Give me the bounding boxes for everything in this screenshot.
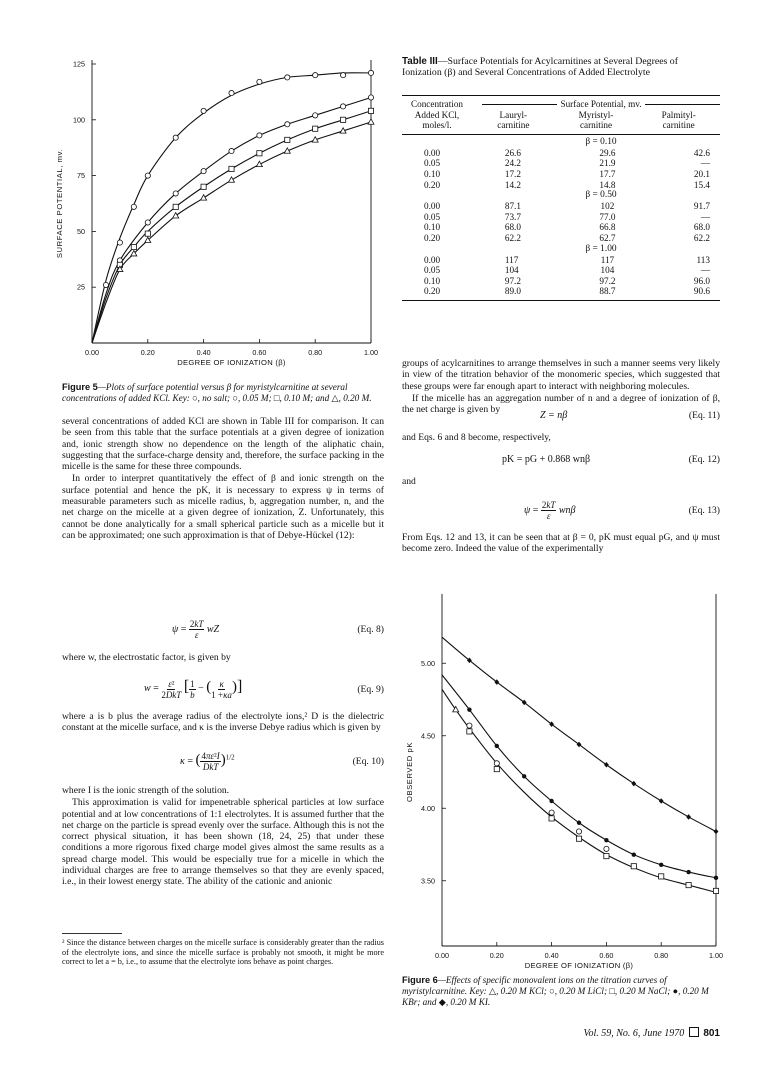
x-tick-label: 0.00 [85,348,99,357]
left-paragraph-3: where w, the electrostatic factor, is given by [62,652,231,663]
data-point-diamond [577,742,582,748]
table3-title-label: Table III [402,56,438,67]
table-cell-concentration: 0.20 [424,232,441,243]
header-line: moles/l. [422,120,452,131]
left-column-text [62,416,384,542]
x-tick-label: 0.40 [196,348,211,357]
table-row [402,265,720,276]
equation-9-formula: w = $\frac{\text{ε²}}{\text{2DkT}}$ [ $\frac{1}{b}$ − ( $\frac{\kappa}{1 +\kappa a}$ )] [144,678,243,700]
left-paragraph-5: where I is the ionic strength of the solution. [62,785,230,796]
series-line [92,97,371,343]
data-point-circle [257,133,262,138]
table-cell-value: 88.7 [599,286,616,297]
header-line: Added KCl, [414,109,460,120]
left-paragraph-2: In order to interpret quantitatively the effect of β and ionic strength on the surface potential and hence the pK, it is necessary to express ψ in terms of measurable parameters such as micelle radius, b, aggregation number, n, and the net charge on the micelle at a given degree of ionization, Z. Unfortunately, this cannot be done analytically for a small spherical particle such as a micelle but it can be approximated; one such approximation is that of Debye-Hückel (12): [62,473,384,541]
table3-section-rows [402,148,720,190]
left-paragraph-6: This approximation is valid for impenetrable spherical particles at low surface potential and at low concentrations of 1:1 electrolytes. It is assumed further that the net charge on the particle is spread evenly over the surface. Although this is not the correct physical situation, it has been shown (18, 24, 25) that under these conditions a more rigorous fixed charge model gives almost the same results as a spread charge model. This would be especially true for a micelle in which the individual charges are free to arrange themselves so that they are evenly spaced, i.e., in their lowest energy state. The ability of the cationic and anionic [62,797,384,888]
header-myristyl [555,110,638,131]
table-cell-value: 73.7 [504,211,521,222]
y-tick-label: 100 [73,115,85,125]
equation-8-formula: ψ = $\frac{2kT}{\varepsilon}$ wZ [172,618,220,640]
data-point-square [368,108,373,113]
right-paragraph-4: and [402,476,416,487]
table3-title-text: —Surface Potentials for Acylcarnitines at Several Degrees of Ionization (β) and Several Concentrations of Added Electrolyte [402,56,678,78]
x-axis-label: DEGREE OF IONIZATION (β) [524,961,634,970]
x-tick-label: 0.60 [599,951,614,960]
y-axis-label: SURFACE POTENTIAL, mv. [55,148,64,259]
table-cell-value: 68.0 [504,222,521,233]
data-point-circle [201,169,206,174]
table-cell-value: 42.6 [693,147,710,158]
table-row [402,148,720,159]
figure6-caption-label: Figure 6 [402,975,438,985]
data-point-dot [495,744,499,748]
data-point-square [713,888,718,893]
data-point-diamond [686,814,691,820]
equation-12-formula: pK = pG + 0.868 wnβ [502,454,591,465]
equation-11-label: (Eq. 11) [688,410,720,421]
footnote-divider [62,933,122,934]
figure5-plot [52,48,384,372]
equation-9-label: (Eq. 9) [357,683,384,695]
header-lauryl [472,110,555,131]
table3-section-label: β = 1.00 [585,243,617,254]
data-point-square [201,184,206,189]
table-cell-value: — [700,158,710,169]
table-cell-value: 87.1 [504,201,521,212]
table3-header-group-label: Surface Potential, mv. [560,99,642,109]
data-point-square [467,729,472,734]
data-point-circle [173,135,178,140]
table-cell-value: 29.6 [599,147,616,158]
equation-10 [62,747,384,775]
equation-10-formula: κ = ( $\frac{\text{4πε²I}}{\text{DkT}}$ )$^{1/2}$ [180,750,235,772]
x-tick-label: 0.80 [654,951,669,960]
data-point-square [145,231,150,236]
page-number: 801 [703,1028,720,1039]
left-paragraph-1: several concentrations of added KCl are shown in Table III for comparison. It can be seen from this table that the surface potentials at a given degree of ionization and, ionic strength show no dependence on the length of the aliphatic chain, suggesting that the surface-charge density and, therefore, the surface packing in the micelle is the same for these three compounds. [62,416,384,473]
table-cell-value: 62.2 [504,232,521,243]
table-cell-concentration: 0.10 [424,168,441,179]
series-line [442,637,716,831]
right-paragraph-2: If the micelle has an aggregation number of n and a degree of ionization of β, the net charge is given by [402,392,720,416]
data-point-circle [368,95,373,100]
table-cell-concentration: 0.20 [424,179,441,190]
data-point-circle [467,723,472,728]
table-cell-concentration: 0.05 [424,211,441,222]
table-cell-value: 104 [504,265,519,276]
table-cell-concentration: 0.10 [424,275,441,286]
table-cell-concentration: 0.05 [424,158,441,169]
data-point-circle [103,282,108,287]
right-paragraph-5: From Eqs. 12 and 13, it can be seen that at β = 0, pK must equal pG, and ψ must become zero. Indeed the value of the experimentally [402,532,720,555]
table-cell-value: 77.0 [599,211,616,222]
data-point-circle [341,104,346,109]
data-point-dot [659,863,663,867]
left-column-text-2 [62,785,384,889]
figure5-caption [62,382,384,404]
data-point-circle [341,73,346,78]
equation-9 [62,675,384,703]
table-row [402,201,720,212]
figure5-svg [52,48,384,372]
data-point-triangle [173,213,179,218]
y-tick-label: 25 [77,282,85,292]
x-tick-label: 1.00 [364,348,378,357]
table-cell-value: — [700,265,710,276]
y-tick-label: 5.00 [421,658,435,668]
data-point-dot [522,774,526,778]
data-point-square [604,854,609,859]
table-row [402,180,720,191]
table-cell-value: 14.8 [599,179,616,190]
data-point-diamond [714,829,719,835]
header-line: Myristyl- [578,109,614,120]
table-cell-value: 68.0 [693,222,710,233]
table-cell-value: 97.2 [504,275,521,286]
data-point-square [285,137,290,142]
footer-box-icon [689,1027,699,1037]
equation-8-label: (Eq. 8) [357,623,384,635]
data-point-circle [313,73,318,78]
x-tick-label: 0.80 [308,348,323,357]
data-point-circle [257,79,262,84]
table3-section-label: β = 0.50 [585,190,617,201]
data-point-diamond [631,781,636,787]
equation-12 [402,454,720,465]
table-cell-value: 20.1 [693,168,710,179]
table3-header-columns [472,110,720,131]
equation-13 [402,497,720,523]
table-cell-concentration: 0.10 [424,222,441,233]
table-row [402,222,720,233]
table3-header [402,99,720,131]
x-tick-label: 0.20 [140,348,155,357]
figure5-caption-text: —Plots of surface potential versus β for myristylcarnitine at several concentrations of added KCl. Key: ○, no salt; ○, 0.05 M; □, 0.10 M; and △, 0.20 M. [62,382,372,403]
data-point-circle [173,191,178,196]
equation-10-label: (Eq. 10) [352,755,384,767]
data-point-circle [368,70,373,75]
table3-header-concentration [402,99,472,131]
table-cell-value: 89.0 [504,286,521,297]
right-paragraph-1: groups of acylcarnitines to arrange themselves in such a manner seems very likely in view of the titration behavior of the monomeric species, which suggested that these groups were far enough apart to interact with neighboring molecules. [402,358,720,392]
data-point-dot [686,870,690,874]
journal-issue: Vol. 59, No. 6, June 1970 [583,1028,685,1039]
data-point-square [494,767,499,772]
data-point-triangle [229,177,235,182]
data-point-circle [201,108,206,113]
table-row [402,158,720,169]
table-cell-value: 97.2 [599,275,616,286]
series-line [442,675,716,878]
data-point-square [549,816,554,821]
data-point-circle [285,122,290,127]
data-point-circle [494,761,499,766]
x-tick-label: 1.00 [709,951,723,960]
table-cell-value: 17.7 [599,168,616,179]
equation-11 [402,410,720,421]
table-row [402,255,720,266]
y-tick-label: 3.50 [421,876,435,886]
data-point-circle [229,90,234,95]
data-point-dot [549,799,553,803]
header-line: carnitine [579,120,613,131]
table-cell-concentration: 0.05 [424,265,441,276]
figure5-caption-label: Figure 5 [62,382,98,392]
table3-body [402,137,720,297]
data-point-diamond [604,762,609,768]
table-cell-value: 62.2 [693,232,710,243]
table-cell-value: 21.9 [599,158,616,169]
right-paragraph-3: and Eqs. 6 and 8 become, respectively, [402,432,551,443]
data-point-circle [229,148,234,153]
header-palmityl [637,110,720,131]
table3-section-label: β = 0.10 [585,136,617,147]
figure6-caption [402,975,720,1007]
header-line: Palmityl- [661,109,696,120]
data-point-square [229,166,234,171]
header-line: carnitine [497,120,530,131]
data-point-circle [549,810,554,815]
series-line [442,689,716,892]
table-cell-concentration: 0.00 [424,254,441,265]
table-cell-concentration: 0.20 [424,286,441,297]
x-tick-label: 0.00 [435,951,449,960]
data-point-square [659,874,664,879]
series-line [92,122,371,343]
table-cell-value: 15.4 [693,179,710,190]
data-point-dot [577,821,581,825]
data-point-dot [714,876,718,880]
header-line: Lauryl- [499,109,528,120]
table3-header-group [482,99,720,110]
x-tick-label: 0.40 [544,951,559,960]
table-row [402,233,720,244]
data-point-square [257,151,262,156]
data-point-diamond [659,798,664,804]
table-cell-value: 24.2 [504,158,521,169]
data-point-square [131,244,136,249]
table3 [402,95,720,301]
y-tick-label: 50 [77,226,85,236]
table-cell-value: 14.2 [504,179,521,190]
table-cell-value: 117 [504,254,519,265]
equation-13-formula: ψ = $\frac{2kT}{\varepsilon}$ wnβ [524,499,576,521]
table-cell-value: 17.2 [504,168,521,179]
figure6-plot [398,584,730,974]
figure6-caption-text: —Effects of specific monovalent ions on the titration curves of myristylcarnitine. Key: △, 0.20 M KCl; ○, 0.20 M LiCl; □, 0.20 M NaCl; ●, 0.20 M KBr; and ◆, 0.20 M KI. [402,975,709,1007]
equation-8 [62,617,384,641]
table3-title [402,56,720,78]
table-cell-value: 104 [600,265,615,276]
table-cell-value: 90.6 [693,286,710,297]
right-column-text [402,358,720,416]
table-cell-value: 117 [600,254,615,265]
table-cell-concentration: 0.00 [424,147,441,158]
table-cell-value: 66.8 [599,222,616,233]
data-point-square [173,204,178,209]
table-cell-value: 96.0 [693,275,710,286]
data-point-square [576,836,581,841]
table3-section-rows [402,255,720,297]
header-line: Concentration [410,99,464,109]
left-paragraph-4: where a is b plus the average radius of the electrolyte ions,² D is the dielectric constant at the micelle surface, and κ is the inverse Debye radius which is given by [62,711,384,734]
table-cell-value: — [700,211,710,222]
table-cell-concentration: 0.00 [424,201,441,212]
table3-section-rows [402,201,720,243]
equation-12-label: (Eq. 12) [688,454,720,465]
data-point-circle [576,829,581,834]
table-row [402,212,720,223]
page-footer [500,1027,720,1039]
x-tick-label: 0.60 [252,348,267,357]
data-point-square [686,883,691,888]
table-cell-value: 62.7 [599,232,616,243]
y-tick-label: 75 [77,171,85,181]
data-point-triangle [201,195,207,200]
x-axis-label: DEGREE OF IONIZATION (β) [177,358,286,367]
data-point-circle [117,240,122,245]
equation-13-label: (Eq. 13) [688,504,720,516]
data-point-square [341,117,346,122]
table-row [402,286,720,297]
table-row [402,276,720,287]
data-point-circle [313,113,318,118]
x-tick-label: 0.20 [489,951,504,960]
data-point-square [313,126,318,131]
data-point-square [631,864,636,869]
equation-11-formula: Z = nβ [540,410,568,421]
data-point-circle [285,75,290,80]
table-cell-value: 26.6 [504,147,521,158]
data-point-circle [145,173,150,178]
data-point-circle [145,220,150,225]
data-point-dot [467,707,471,711]
table-row [402,169,720,180]
y-tick-label: 125 [73,59,85,69]
series-line [92,111,371,343]
figure6-svg [398,584,730,974]
y-axis-label: OBSERVED pK [405,741,414,803]
data-point-dot [632,852,636,856]
y-tick-label: 4.00 [421,803,435,813]
header-line: carnitine [662,120,695,131]
data-point-circle [131,204,136,209]
footnote: ² Since the distance between charges on the micelle surface is considerably greater than the radius of the electrolyte ions, and since the micelle surface is probably not smooth, it might be more correct to let a = b, i.e., to assume that the electrolyte ions behave as point charges. [62,938,384,966]
table-cell-value: 91.7 [693,201,710,212]
y-tick-label: 4.50 [421,731,435,741]
data-point-triangle [368,119,374,124]
data-point-dot [604,838,608,842]
data-point-circle [604,846,609,851]
table-cell-value: 102 [600,201,615,212]
table-cell-value: 113 [696,254,710,265]
